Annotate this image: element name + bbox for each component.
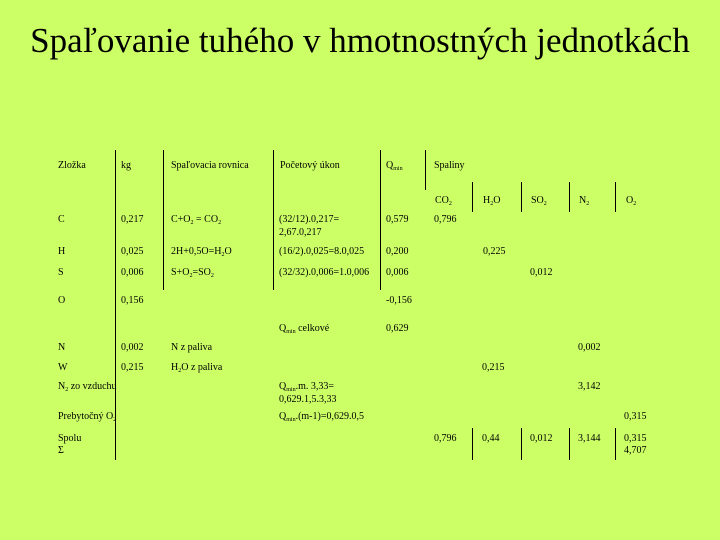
row-spolu-h2o: 0,44 (482, 433, 500, 444)
table-vline (163, 150, 164, 290)
col-header-zlozka: Zložka (58, 160, 86, 171)
row-n-n2: 0,002 (578, 342, 601, 353)
table-vline (521, 182, 522, 212)
n2-sub: 2 (586, 201, 590, 207)
eq-part: O z paliva (181, 362, 223, 373)
qmin-sub: min (393, 166, 403, 172)
row-s-kg: 0,006 (121, 267, 144, 278)
calc-part: .m. 3,33= (295, 381, 334, 392)
row-c-zlozka: C (58, 214, 65, 225)
table-vline (569, 182, 570, 212)
row-preb-o2: 0,315 (624, 411, 647, 422)
co2-label: CO (435, 195, 449, 206)
row-n2air-n2: 3,142 (578, 381, 601, 392)
row-n-equation: N z paliva (171, 342, 213, 353)
row-c-calc-2: 2,67.0,217 (279, 227, 322, 238)
z-sub: 2 (113, 417, 117, 423)
col-header-qmin (386, 160, 403, 175)
h2o-label: H (483, 195, 491, 206)
row-s-equation (171, 267, 214, 282)
row-w-equation (171, 362, 222, 377)
table-vline (615, 182, 616, 212)
row-spolu-n2: 3,144 (578, 433, 601, 444)
co2-sub: 2 (448, 201, 452, 207)
row-w-h2o: 0,215 (482, 362, 505, 373)
table-vline (273, 150, 274, 290)
row-spolu-sigma: Σ (58, 445, 64, 456)
table-vline (472, 428, 473, 460)
row-h-kg: 0,025 (121, 246, 144, 257)
row-spolu-co2: 0,796 (434, 433, 457, 444)
label-part: celkové (295, 323, 330, 334)
row-spolu-o2: 0,315 (624, 433, 647, 444)
col-header-kg: kg (121, 160, 131, 171)
z-part: N (58, 381, 66, 392)
row-spolu-total: 4,707 (624, 445, 647, 456)
row-spolu-label: Spolu (58, 433, 82, 444)
calc-part: .(m-1)=0,629.0,5 (295, 411, 364, 422)
row-c-co2: 0,796 (434, 214, 457, 225)
row-h-calc: (16/2).0,025=8.0,025 (279, 246, 365, 257)
row-preb-calc (279, 411, 364, 426)
qmin-total-value: 0,629 (386, 323, 409, 334)
eq-part: C+O (171, 214, 191, 225)
h2o-tail: O (493, 195, 501, 206)
col-header-rovnica: Spaľovacia rovnica (171, 160, 249, 171)
h2o-sub: 2 (490, 201, 494, 207)
row-o-kg: 0,156 (121, 295, 144, 306)
o2-label: O (626, 195, 634, 206)
eq-sub: 2 (218, 220, 222, 226)
col-header-o2 (626, 195, 636, 210)
eq-sub: 2 (210, 273, 214, 279)
eq-sub: 2 (189, 273, 193, 279)
qmin-label: Q (386, 160, 394, 171)
eq-part: = CO (193, 214, 219, 225)
eq-part: O (224, 246, 232, 257)
table-vline (615, 428, 616, 460)
eq-sub: 2 (221, 252, 225, 258)
calc-part: Q (279, 411, 287, 422)
row-s-calc: (32/32).0,006=1.0,006 (279, 267, 370, 278)
row-preb-zlozka (58, 411, 116, 426)
table-vline (380, 150, 381, 290)
calc-sub: min (286, 417, 296, 423)
row-n2air-calc-2: 0,629.1,5.3,33 (279, 394, 337, 405)
col-header-h2o (483, 195, 500, 210)
row-c-qmin: 0,579 (386, 214, 409, 225)
row-h-h2o: 0,225 (483, 246, 506, 257)
so2-label: SO (531, 195, 544, 206)
row-s-zlozka: S (58, 267, 64, 278)
qmin-total-label (279, 323, 329, 338)
row-h-zlozka: H (58, 246, 66, 257)
eq-sub: 2 (178, 368, 182, 374)
table-vline (472, 182, 473, 212)
col-header-co2 (435, 195, 452, 210)
col-header-n2 (579, 195, 589, 210)
row-h-equation (171, 246, 232, 261)
row-o-qmin: -0,156 (386, 295, 412, 306)
row-c-calc: (32/12).0,217= (279, 214, 340, 225)
eq-part: 2H+0,5O=H (171, 246, 222, 257)
row-h-qmin: 0,200 (386, 246, 409, 257)
row-n2air-zlozka (58, 381, 117, 396)
n2-label: N (579, 195, 587, 206)
row-s-so2: 0,012 (530, 267, 553, 278)
label-part: Q (279, 323, 287, 334)
table-vline (569, 428, 570, 460)
eq-sub: 2 (190, 220, 194, 226)
row-s-qmin: 0,006 (386, 267, 409, 278)
eq-part: S+O (171, 267, 190, 278)
table-vline (521, 428, 522, 460)
page-title: Spaľovanie tuhého v hmotnostných jednotkách (30, 21, 690, 60)
row-c-kg: 0,217 (121, 214, 144, 225)
row-n-zlozka: N (58, 342, 66, 353)
z-part: zo vzduchu (68, 381, 117, 392)
row-n-kg: 0,002 (121, 342, 144, 353)
row-o-zlozka: O (58, 295, 66, 306)
row-c-equation (171, 214, 221, 229)
row-w-kg: 0,215 (121, 362, 144, 373)
calc-part: Q (279, 381, 287, 392)
eq-part: =SO (192, 267, 211, 278)
z-sub: 2 (65, 387, 69, 393)
table-vline (425, 150, 426, 190)
o2-sub: 2 (633, 201, 637, 207)
z-part: Prebytočný O (58, 411, 114, 422)
col-header-ukon: Početový úkon (280, 160, 340, 171)
col-header-so2 (531, 195, 547, 210)
calc-sub: min (286, 387, 296, 393)
row-spolu-so2: 0,012 (530, 433, 553, 444)
row-w-zlozka: W (58, 362, 68, 373)
label-sub: min (286, 329, 296, 335)
eq-part: H (171, 362, 179, 373)
col-header-spaliny: Spaliny (434, 160, 465, 171)
so2-sub: 2 (543, 201, 547, 207)
